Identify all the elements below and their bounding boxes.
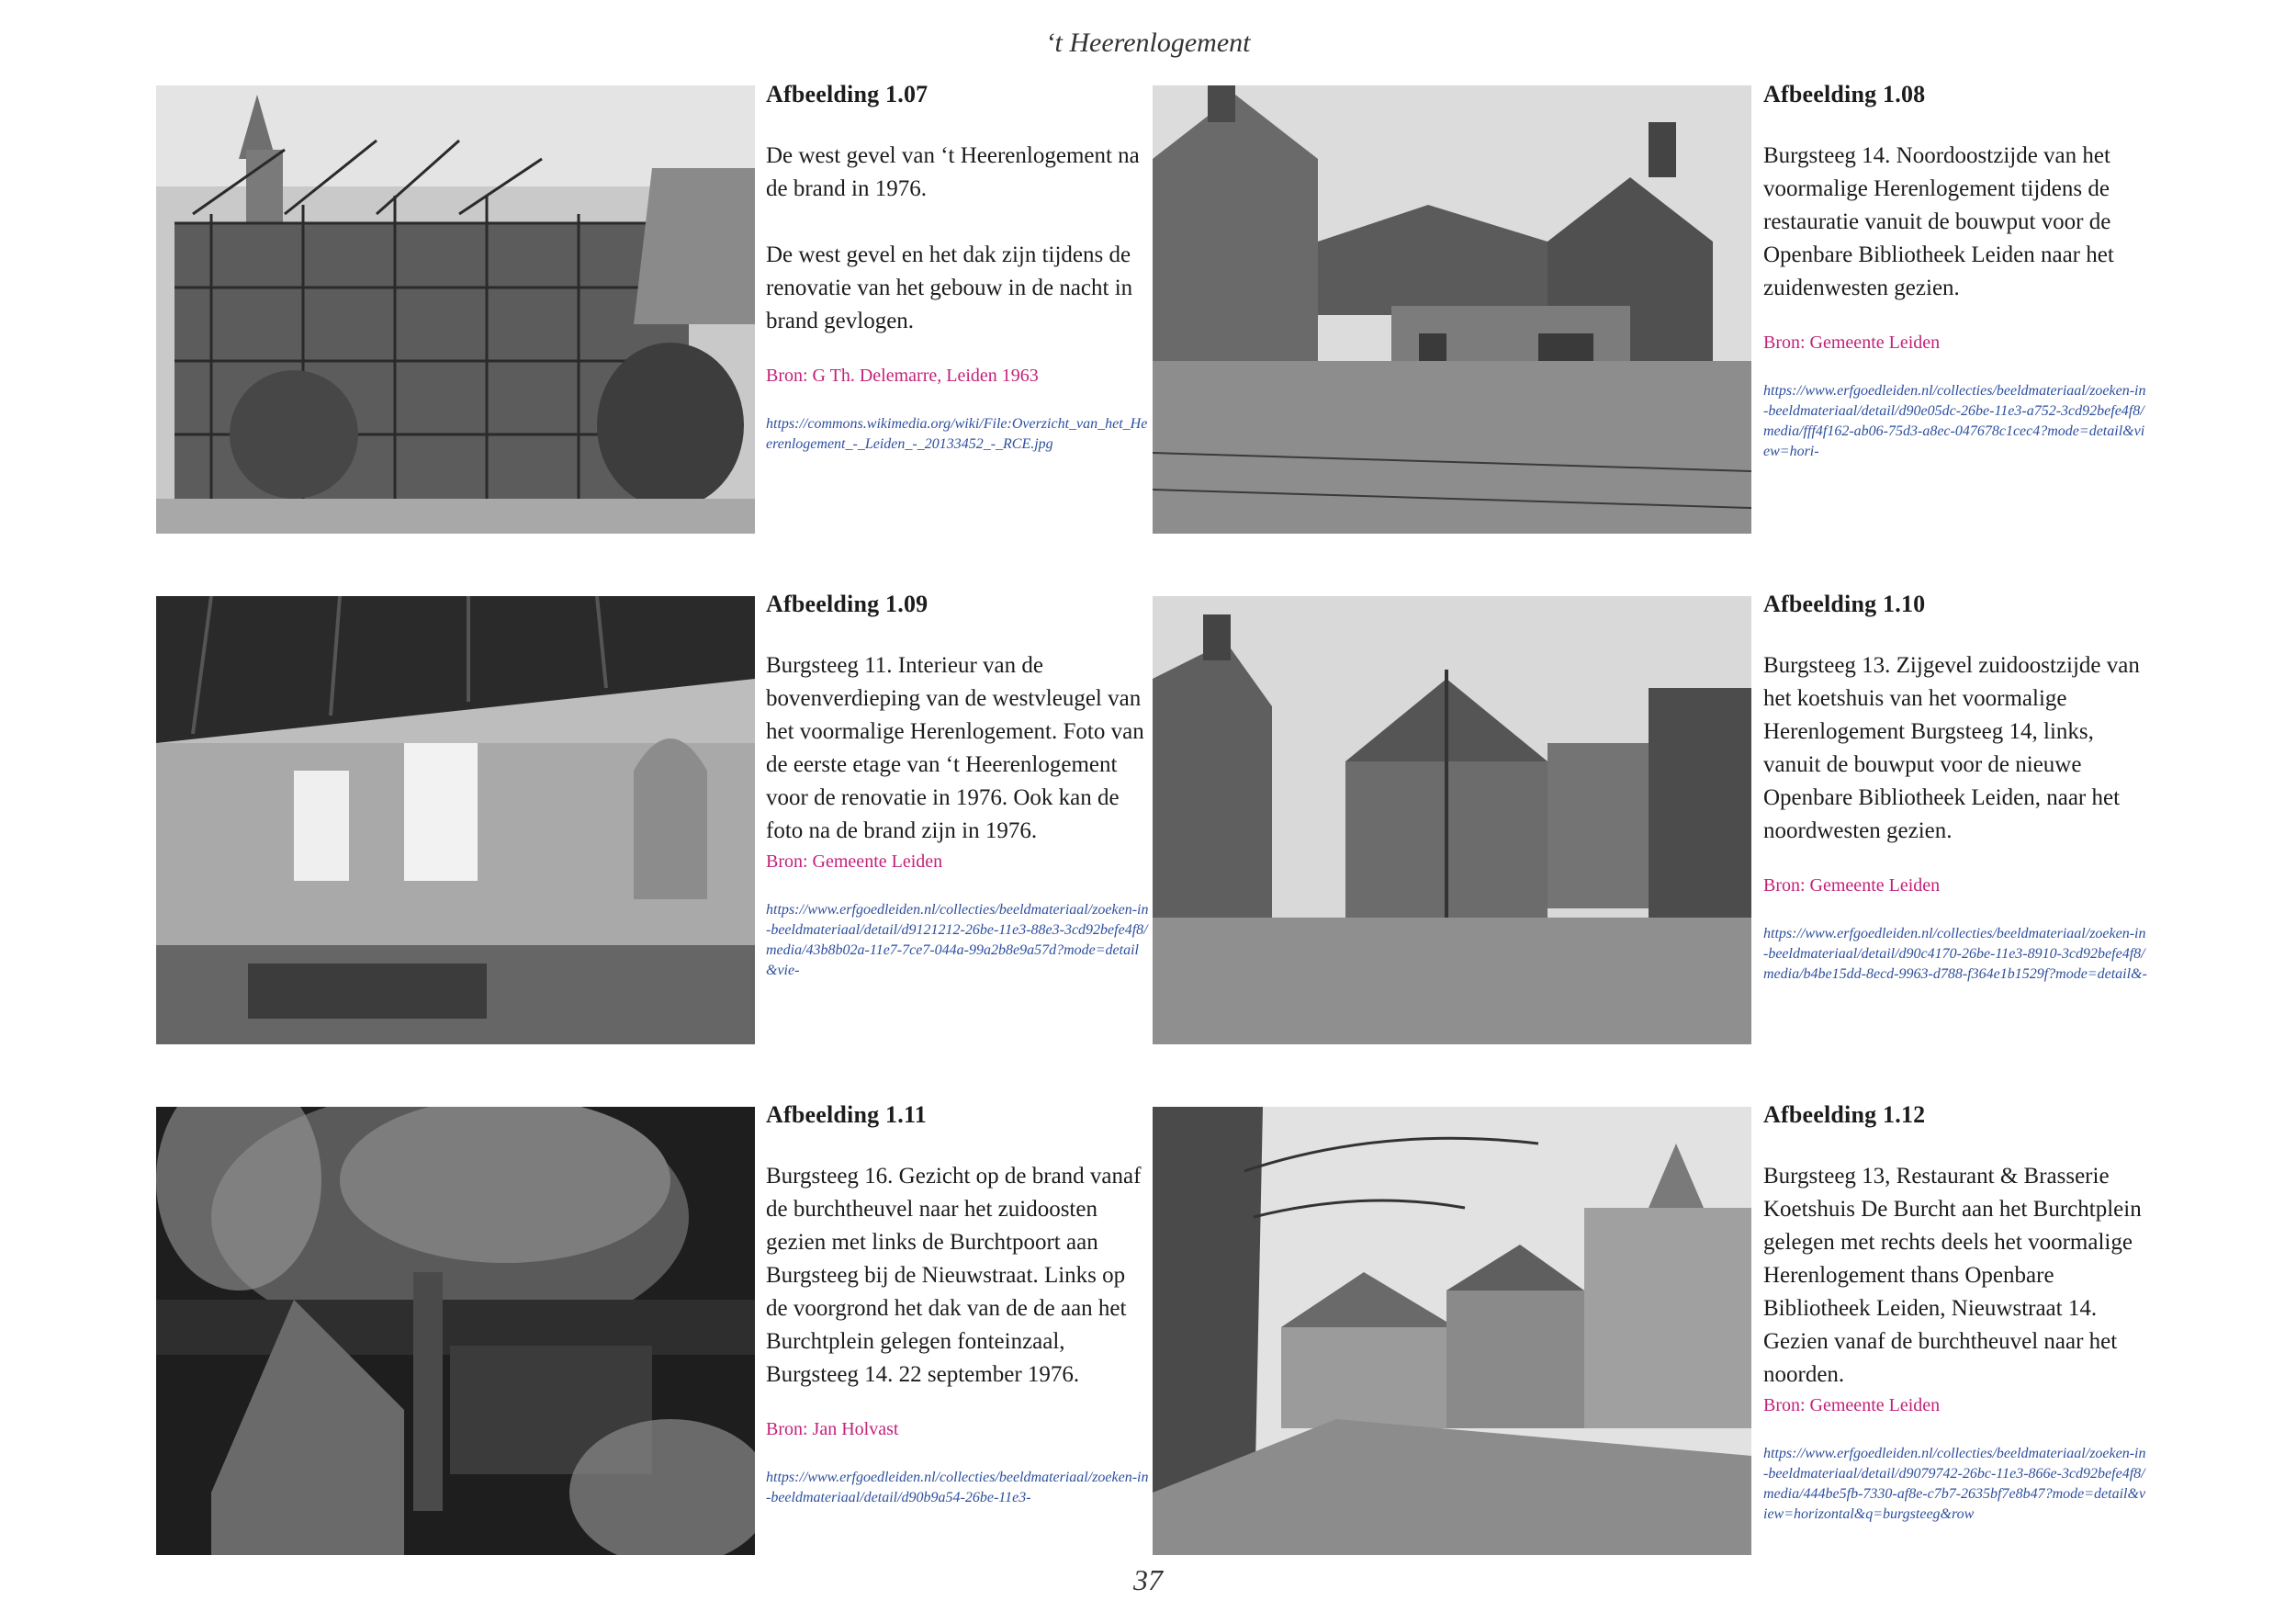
figure-title: Afbeelding 1.08 [1763,81,1926,107]
figure-source: Bron: Gemeente Leiden [1763,1395,1941,1415]
figure-source: Bron: G Th. Delemarre, Leiden 1963 [766,366,1039,386]
caption [1763,591,2147,985]
figure-link[interactable]: https://www.erfgoedleiden.nl/collecties/beeldmateriaal/zoeken-in-beeldmateriaal/detail/d90e05dc-26be-11e3-a752-3cd92befe4f8/media/fff4f162-ab06-75d3-a8ec-047678c1cec4?mode=detail&view=hori- [1763,383,2146,459]
figure-title: Afbeelding 1.09 [766,591,929,617]
photo-night-fire [156,1107,755,1555]
caption [766,1101,1150,1508]
page-number: 37 [1133,1563,1163,1596]
caption [766,591,1150,981]
figure-title: Afbeelding 1.07 [766,81,929,107]
caption [1763,81,2147,462]
figure-link[interactable]: https://commons.wikimedia.org/wiki/File:Overzicht_van_het_Heerenlogement_-_Leiden_-_20133452_-_RCE.jpg [766,416,1148,452]
running-title: ‘t Heerenlogement [1045,28,1251,58]
figure-source: Bron: Gemeente Leiden [766,851,943,872]
figure-link[interactable]: https://www.erfgoedleiden.nl/collecties/beeldmateriaal/zoeken-in-beeldmateriaal/detail/d90c4170-26be-11e3-8910-3cd92befe4f8/media/b4be15dd-8ecd-9963-d788-f364e1b1529f?mode=detail&- [1763,926,2147,982]
figure-source: Bron: Gemeente Leiden [1763,332,1941,353]
figure-description: Burgsteeg 13, Restaurant & Brasserie Koetshuis De Burcht aan het Burchtplein gelegen met rechts deels het voormalige Herenlogement thans Openbare Bibliotheek Leiden, Nieuwstraat 14. Gezien vanaf de burchtheuvel naar het noorden. [1763,1164,2142,1387]
figure-title: Afbeelding 1.11 [766,1101,927,1128]
figure-description: Burgsteeg 14. Noordoostzijde van het voormalige Herenlogement tijdens de restauratie vanuit de bouwput voor de Openbare Bibliotheek Leiden naar het zuidenwesten gezien. [1763,143,2114,300]
photo-koetshuis-de-burcht [1153,1107,1751,1555]
figure-description: De west gevel van ‘t Heerenlogement na de brand in 1976. [766,143,1140,201]
figure-source: Bron: Gemeente Leiden [1763,875,1941,896]
figure-description: Burgsteeg 16. Gezicht op de brand vanaf de burchtheuvel naar het zuidoosten gezien met links de Burchtpoort aan Burgsteeg bij de Nieuwstraat. Links op de voorgrond het dak van de de aan het Burchtplein gelegen fonteinzaal, Burgsteeg 14. 22 september 1976. [766,1164,1142,1387]
figure-title: Afbeelding 1.12 [1763,1101,1926,1128]
caption [1763,1101,2147,1525]
figure-description: De west gevel en het dak zijn tijdens de renovatie van het gebouw in de nacht in brand gevlogen. [766,242,1133,333]
photo-interior-upper-floor [156,596,755,1044]
figure-link[interactable]: https://www.erfgoedleiden.nl/collecties/beeldmateriaal/zoeken-in-beeldmateriaal/detail/d9121212-26be-11e3-88e3-3cd92befe4f8/media/43b8b02a-11e7-7ce7-044a-99a2b8e9a57d?mode=detail&vie- [766,902,1149,978]
figure-title: Afbeelding 1.10 [1763,591,1926,617]
figure-description: Burgsteeg 13. Zijgevel zuidoostzijde van het koetshuis van het voormalige Herenlogement Burgsteeg 14, links, vanuit de bouwput voor de nieuwe Openbare Bibliotheek Leiden, naar het noordwesten gezien. [1763,653,2140,843]
figure-link[interactable]: https://www.erfgoedleiden.nl/collecties/beeldmateriaal/zoeken-in-beeldmateriaal/detail/d9079742-26bc-11e3-866e-3cd92befe4f8/media/444be5fb-7330-af8e-c7b7-2635bf7e8b47?mode=detail&view=horizontal&q=burgsteeg&row [1763,1446,2146,1522]
figure-source: Bron: Jan Holvast [766,1419,899,1439]
photo-northeast-side-restoration [1153,85,1751,534]
caption [766,81,1150,455]
photo-coach-house-side [1153,596,1751,1044]
figure-link[interactable]: https://www.erfgoedleiden.nl/collecties/beeldmateriaal/zoeken-in-beeldmateriaal/detail/d90b9a54-26be-11e3- [766,1470,1149,1505]
photo-fire-damaged-facade [156,85,755,534]
figure-description: Burgsteeg 11. Interieur van de bovenverdieping van de westvleugel van het voormalige Herenlogement. Foto van de eerste etage van ‘t Heerenlogement voor de renovatie in 1976. Ook kan de foto na de brand zijn in 1976. [766,653,1144,843]
